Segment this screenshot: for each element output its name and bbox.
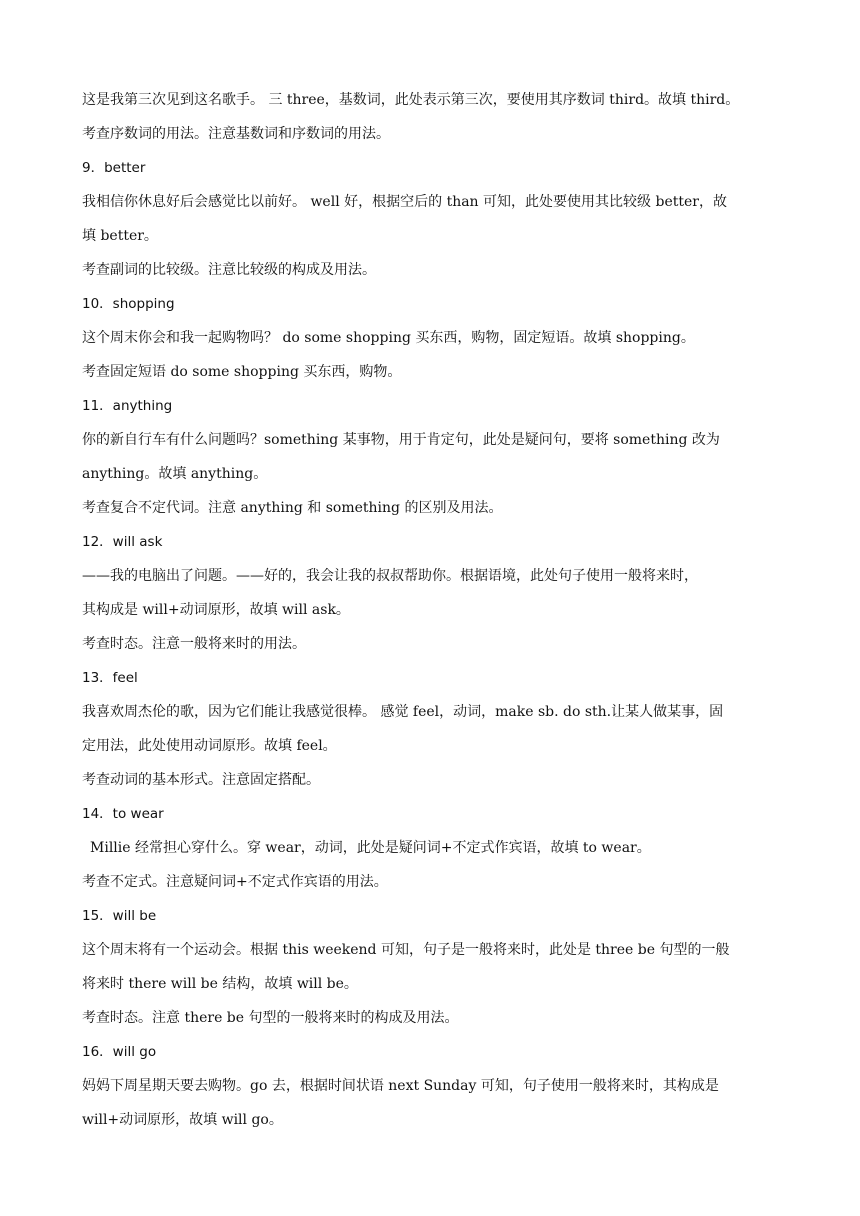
explanation-line: 考查固定短语 do some shopping 买东西，购物。 bbox=[82, 364, 402, 380]
answer-number-line: 12．will ask bbox=[82, 534, 163, 550]
explanation-line: 考查时态。注意一般将来时的用法。 bbox=[82, 636, 306, 652]
explanation-line: 考查复合不定代词。注意 anything 和 something 的区别及用法。 bbox=[82, 500, 503, 516]
explanation-line: 考查动词的基本形式。注意固定搭配。 bbox=[82, 772, 320, 788]
explanation-line: 我喜欢周杰伦的歌，因为它们能让我感觉很棒。 感觉 feel，动词，make sb. do sth.让某人做某事，固 bbox=[82, 704, 724, 720]
explanation-line: 其构成是 will+动词原形，故填 will ask。 bbox=[82, 602, 350, 618]
explanation-line: 考查不定式。注意疑问词+不定式作宾语的用法。 bbox=[82, 874, 388, 890]
answer-number-line: 13．feel bbox=[82, 670, 138, 686]
explanation-line: 这是我第三次见到这名歌手。 三 three，基数词，此处表示第三次，要使用其序数词 third。故填 third。 bbox=[82, 92, 740, 108]
explanation-line: Millie 经常担心穿什么。穿 wear，动词，此处是疑问词+不定式作宾语，故填 to wear。 bbox=[90, 840, 651, 856]
answer-number-line: 16．will go bbox=[82, 1044, 157, 1060]
explanation-line: 我相信你休息好后会感觉比以前好。 well 好，根据空后的 than 可知，此处要使用其比较级 better，故 bbox=[82, 194, 727, 210]
explanation-line: 定用法，此处使用动词原形。故填 feel。 bbox=[82, 738, 337, 754]
answer-number-line: 15．will be bbox=[82, 908, 157, 924]
explanation-line: anything。故填 anything。 bbox=[82, 466, 268, 482]
explanation-line: 考查序数词的用法。注意基数词和序数词的用法。 bbox=[82, 126, 390, 142]
explanation-line: 填 better。 bbox=[82, 228, 158, 244]
explanation-line: will+动词原形，故填 will go。 bbox=[82, 1112, 283, 1128]
explanation-line: 你的新自行车有什么问题吗？something 某事物，用于肯定句，此处是疑问句，要将 something 改为 bbox=[82, 432, 720, 448]
answer-number-line: 10．shopping bbox=[82, 296, 175, 312]
explanation-line: ——我的电脑出了问题。——好的，我会让我的叔叔帮助你。根据语境，此处句子使用一般将来时， bbox=[82, 568, 698, 584]
explanation-line: 妈妈下周星期天要去购物。go 去，根据时间状语 next Sunday 可知，句子使用一般将来时，其构成是 bbox=[82, 1078, 719, 1094]
answer-number-line: 9．better bbox=[82, 160, 146, 176]
explanation-line: 这个周末将有一个运动会。根据 this weekend 可知，句子是一般将来时，此处是 three be 句型的一般 bbox=[82, 942, 730, 958]
answer-number-line: 14．to wear bbox=[82, 806, 164, 822]
explanation-line: 这个周末你会和我一起购物吗？ do some shopping 买东西，购物，固定短语。故填 shopping。 bbox=[82, 330, 695, 346]
explanation-line: 考查时态。注意 there be 句型的一般将来时的构成及用法。 bbox=[82, 1010, 459, 1026]
explanation-line: 将来时 there will be 结构，故填 will be。 bbox=[82, 976, 358, 992]
answer-explanations bbox=[82, 86, 782, 1140]
answer-number-line: 11．anything bbox=[82, 398, 173, 414]
explanation-line: 考查副词的比较级。注意比较级的构成及用法。 bbox=[82, 262, 376, 278]
